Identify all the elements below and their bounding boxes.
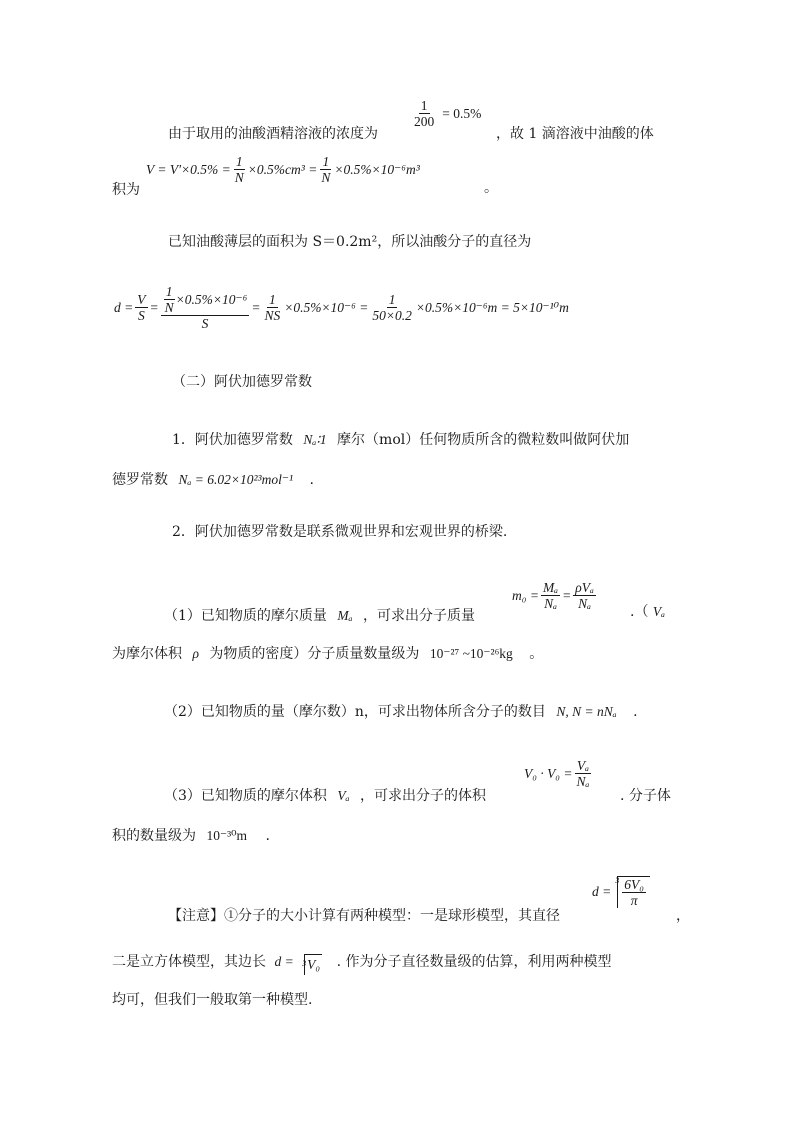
sub1-line2: 为摩尔体积 ρ 为物质的密度）分子质量数量级为 10⁻²⁷ ~10⁻²⁶kg 。 [112,646,544,662]
sub2-line: （2）已知物质的量（摩尔数）n，可求出物体所含分子的数目 N, N = nNₐ . [164,704,638,720]
cube-root-sphere: 3 $\frac{\text{6V₀}}{\pi}$ [615,876,650,908]
cube-root-cube: 3 V₀ [302,954,322,975]
sphere-diameter-formula: d = 3 $\frac{\text{6V₀}}{\pi}$ [592,876,650,908]
sub3-line2: 积的数量级为 10⁻³⁰m . [112,828,270,844]
p1-end: 。 [484,180,498,196]
p1-text: 由于取用的油酸酒精溶液的浓度为 [168,126,378,142]
concentration-formula: $\frac{1}{200}$ = 0.5% [414,98,482,129]
note-line3: 均可，但我们一般取第一种模型. [112,992,313,1008]
item1-line2: 德罗常数 Nₐ = 6.02×10²³mol⁻¹ . [112,472,314,488]
p1-line1-tail: ，故 1 滴溶液中油酸的体 [496,126,654,142]
note-line2: 二是立方体模型，其边长 d = 3 V₀ . 作为分子直径数量级的估算，利用两种模型 [112,952,611,975]
p1-line2-label: 积为 [112,182,140,198]
item1-line1: 1．阿伏加德罗常数 Nₐ∶1 摩尔（mol）任何物质所含的微粒数叫做阿伏加 [172,432,630,448]
note-line1-comma: ， [676,908,690,924]
sub3-line1-tail: . 分子体 [620,788,671,804]
section-heading: （二）阿伏加德罗常数 [172,374,312,390]
p2-line: 已知油酸薄层的面积为 S＝0.2m²，所以油酸分子的直径为 [168,234,532,250]
molecular-mass-formula: m₀ = $\frac{\text{Mₐ}}{\text{Nₐ}}$ = $\frac{\text{ρVₐ}}{\text{Nₐ}}$ [512,580,594,611]
sub1-line1: （1）已知物质的摩尔质量 Mₐ ，可求出分子质量 [164,608,476,624]
item2-line: 2．阿伏加德罗常数是联系微观世界和宏观世界的桥梁. [172,524,508,540]
note-line1: 【注意】①分子的大小计算有两种模型：一是球形模型，其直径 [168,908,560,924]
sub1-line1-tail: .（ Vₐ [630,604,666,620]
molecular-volume-formula: V₀ · V₀ = $\frac{\text{Vₐ}}{\text{Nₐ}}$ [524,758,590,789]
p1-line1 [168,124,378,144]
volume-formula: V = V′×0.5% = $\frac{1}{N}$ ×0.5%cm³ = $\frac{1}{N}$ ×0.5%×10⁻⁶m³ [146,154,420,185]
sub3-line1: （3）已知物质的摩尔体积 Vₐ ，可求出分子的体积 [164,788,487,804]
diameter-formula: d = $\frac{V}{S}$ = $\frac{1}{N}$ ×0.5%×10⁻⁶ S = $\frac{1}{NS}$ ×0.5%×10⁻⁶ = $\frac{1}{50\times 0.2}$ ×0.5%×10⁻⁶m = 5×10⁻¹⁰m [114,284,569,331]
